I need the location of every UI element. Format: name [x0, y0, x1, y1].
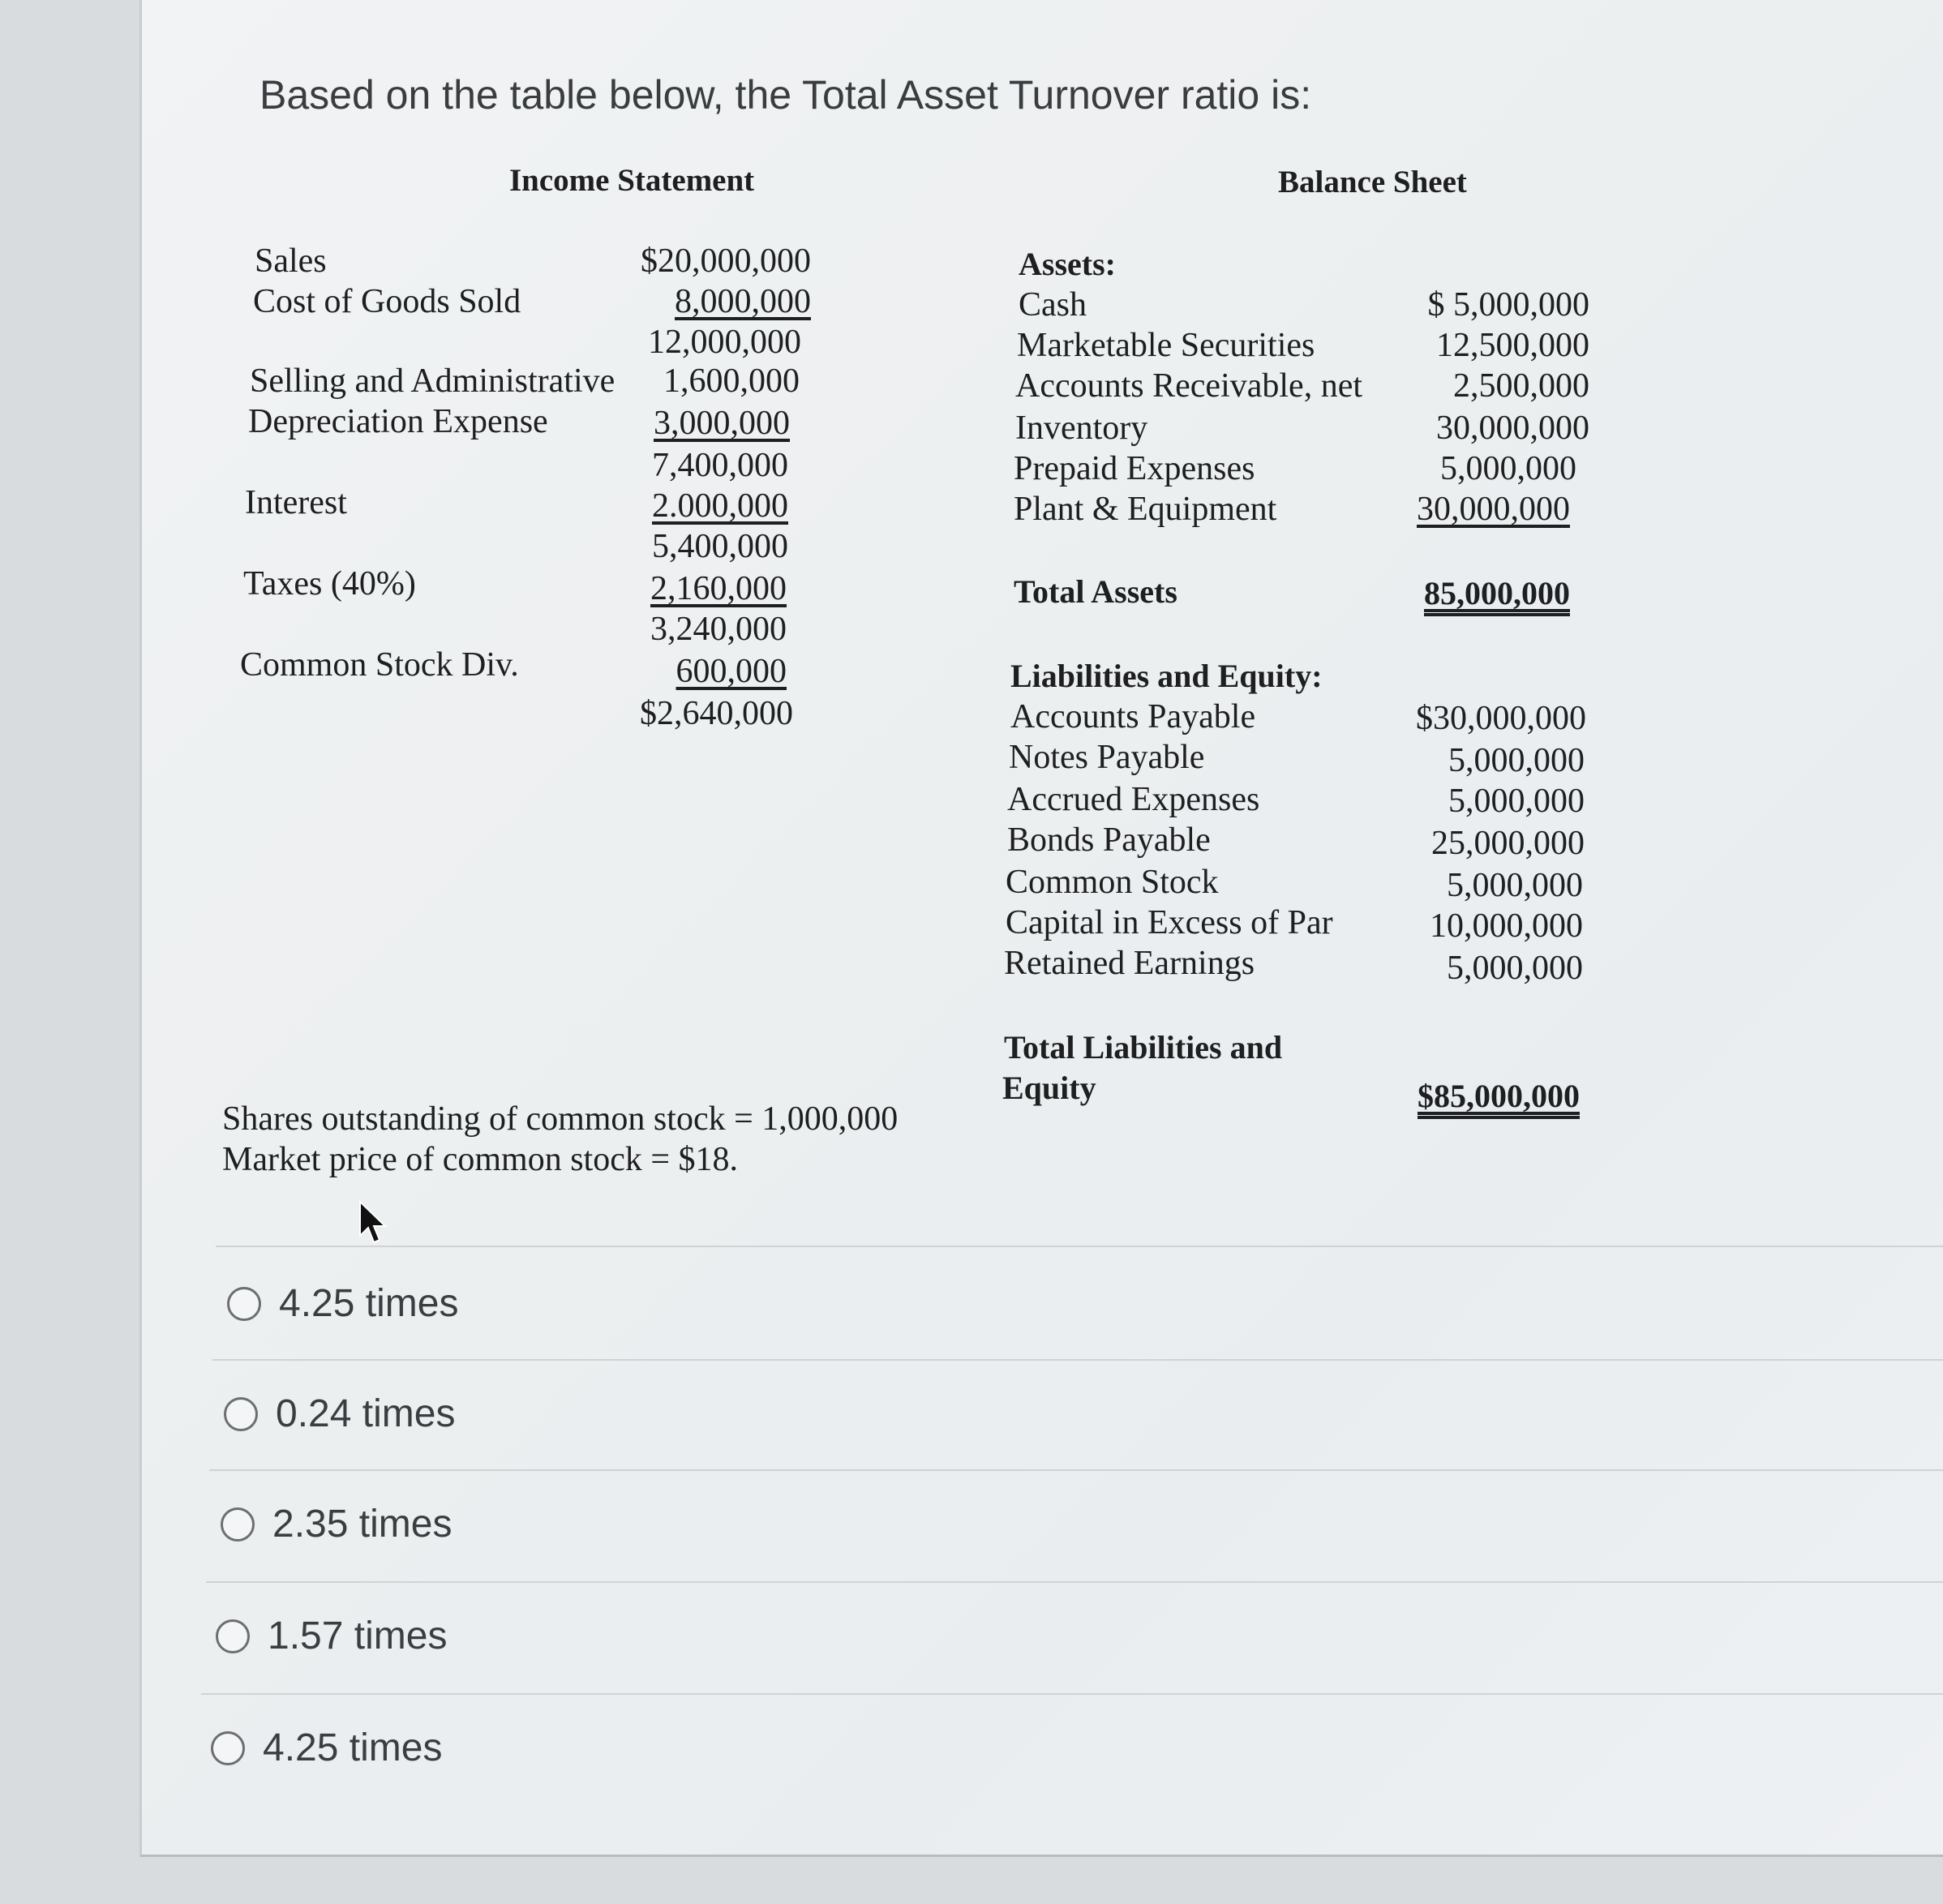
- total-assets-label: Total Assets: [1014, 573, 1177, 610]
- sga-label: Selling and Administrative: [250, 362, 615, 400]
- liability-value: 5,000,000: [1447, 867, 1583, 904]
- taxes-label: Taxes (40%): [243, 565, 416, 603]
- sales-value: $20,000,000: [641, 242, 811, 280]
- divider: [201, 1693, 1943, 1695]
- asset-label: Inventory: [1015, 410, 1148, 447]
- asset-value: 2,500,000: [1453, 367, 1589, 405]
- question-text: Based on the table below, the Total Asset Turnover ratio is:: [259, 72, 1312, 118]
- liability-value: 5,000,000: [1448, 783, 1585, 820]
- answer-option[interactable]: [227, 1281, 458, 1326]
- answer-option-label: 0.24 times: [276, 1392, 456, 1435]
- total-assets-value: 85,000,000: [1424, 575, 1570, 611]
- asset-value: 12,500,000: [1436, 327, 1589, 364]
- cogs-label: Cost of Goods Sold: [253, 283, 521, 320]
- answer-option-label: 1.57 times: [268, 1615, 448, 1657]
- answer-option-label: 4.25 times: [279, 1282, 459, 1325]
- liabilities-heading: Liabilities and Equity:: [1010, 658, 1323, 694]
- taxes-value: 2,160,000: [650, 570, 787, 607]
- liability-label: Capital in Excess of Par: [1006, 904, 1333, 941]
- net-income-value: 3,240,000: [650, 611, 787, 648]
- liability-label: Retained Earnings: [1004, 945, 1255, 982]
- liability-value: $30,000,000: [1416, 700, 1586, 737]
- asset-value: 30,000,000: [1417, 491, 1570, 528]
- divider: [216, 1246, 1943, 1247]
- total-le-label-line1: Total Liabilities and: [1004, 1029, 1283, 1066]
- cogs-value: 8,000,000: [675, 283, 811, 320]
- balance-sheet-title: Balance Sheet: [1278, 165, 1467, 199]
- liability-value: 10,000,000: [1430, 907, 1583, 945]
- liability-value: 5,000,000: [1447, 950, 1583, 987]
- asset-label: Plant & Equipment: [1014, 491, 1277, 528]
- divider: [212, 1359, 1943, 1361]
- answer-option[interactable]: [211, 1726, 442, 1770]
- asset-value: 5,000,000: [1440, 450, 1576, 487]
- total-le-label-line2: Equity: [1002, 1070, 1096, 1106]
- asset-label: Prepaid Expenses: [1014, 450, 1255, 487]
- radio-icon[interactable]: [221, 1507, 255, 1542]
- divider: [209, 1469, 1943, 1471]
- income-statement-title: Income Statement: [509, 163, 755, 198]
- interest-value: 2.000,000: [652, 487, 788, 525]
- radio-icon[interactable]: [224, 1397, 258, 1431]
- asset-value: $ 5,000,000: [1427, 286, 1589, 324]
- liability-label: Bonds Payable: [1007, 821, 1211, 859]
- asset-label: Marketable Securities: [1017, 327, 1315, 364]
- liability-value: 25,000,000: [1431, 825, 1585, 862]
- divider: [206, 1581, 1943, 1583]
- depreciation-label: Depreciation Expense: [248, 403, 548, 440]
- radio-icon[interactable]: [216, 1619, 250, 1653]
- dividends-value: 600,000: [676, 653, 787, 690]
- liability-label: Notes Payable: [1009, 739, 1205, 776]
- interest-label: Interest: [245, 484, 347, 521]
- ebit-value: 7,400,000: [652, 447, 788, 484]
- ebt-value: 5,400,000: [652, 528, 788, 565]
- market-price-note: Market price of common stock = $18.: [222, 1141, 739, 1178]
- mouse-cursor-icon: [357, 1200, 389, 1246]
- answer-option[interactable]: [221, 1502, 452, 1546]
- depreciation-value: 3,000,000: [654, 405, 790, 442]
- liability-label: Accrued Expenses: [1007, 781, 1260, 818]
- asset-label: Cash: [1019, 286, 1087, 324]
- assets-heading: Assets:: [1019, 246, 1116, 282]
- asset-value: 30,000,000: [1436, 410, 1589, 447]
- sales-label: Sales: [255, 242, 327, 280]
- answer-option[interactable]: [216, 1614, 447, 1658]
- answer-option-label: 2.35 times: [272, 1503, 453, 1546]
- shares-outstanding-note: Shares outstanding of common stock = 1,000,000: [222, 1100, 899, 1138]
- answer-option-label: 4.25 times: [263, 1726, 443, 1769]
- liability-label: Accounts Payable: [1010, 698, 1256, 735]
- radio-icon[interactable]: [227, 1287, 261, 1321]
- radio-icon[interactable]: [211, 1731, 245, 1765]
- sga-value: 1,600,000: [663, 362, 800, 400]
- asset-label: Accounts Receivable, net: [1015, 367, 1362, 405]
- answer-option[interactable]: [224, 1392, 455, 1436]
- dividends-label: Common Stock Div.: [240, 646, 519, 684]
- retained-value: $2,640,000: [640, 695, 793, 732]
- liability-label: Common Stock: [1006, 864, 1219, 901]
- gross-profit-value: 12,000,000: [648, 324, 801, 361]
- liability-value: 5,000,000: [1448, 742, 1585, 779]
- total-le-value: $85,000,000: [1418, 1078, 1580, 1114]
